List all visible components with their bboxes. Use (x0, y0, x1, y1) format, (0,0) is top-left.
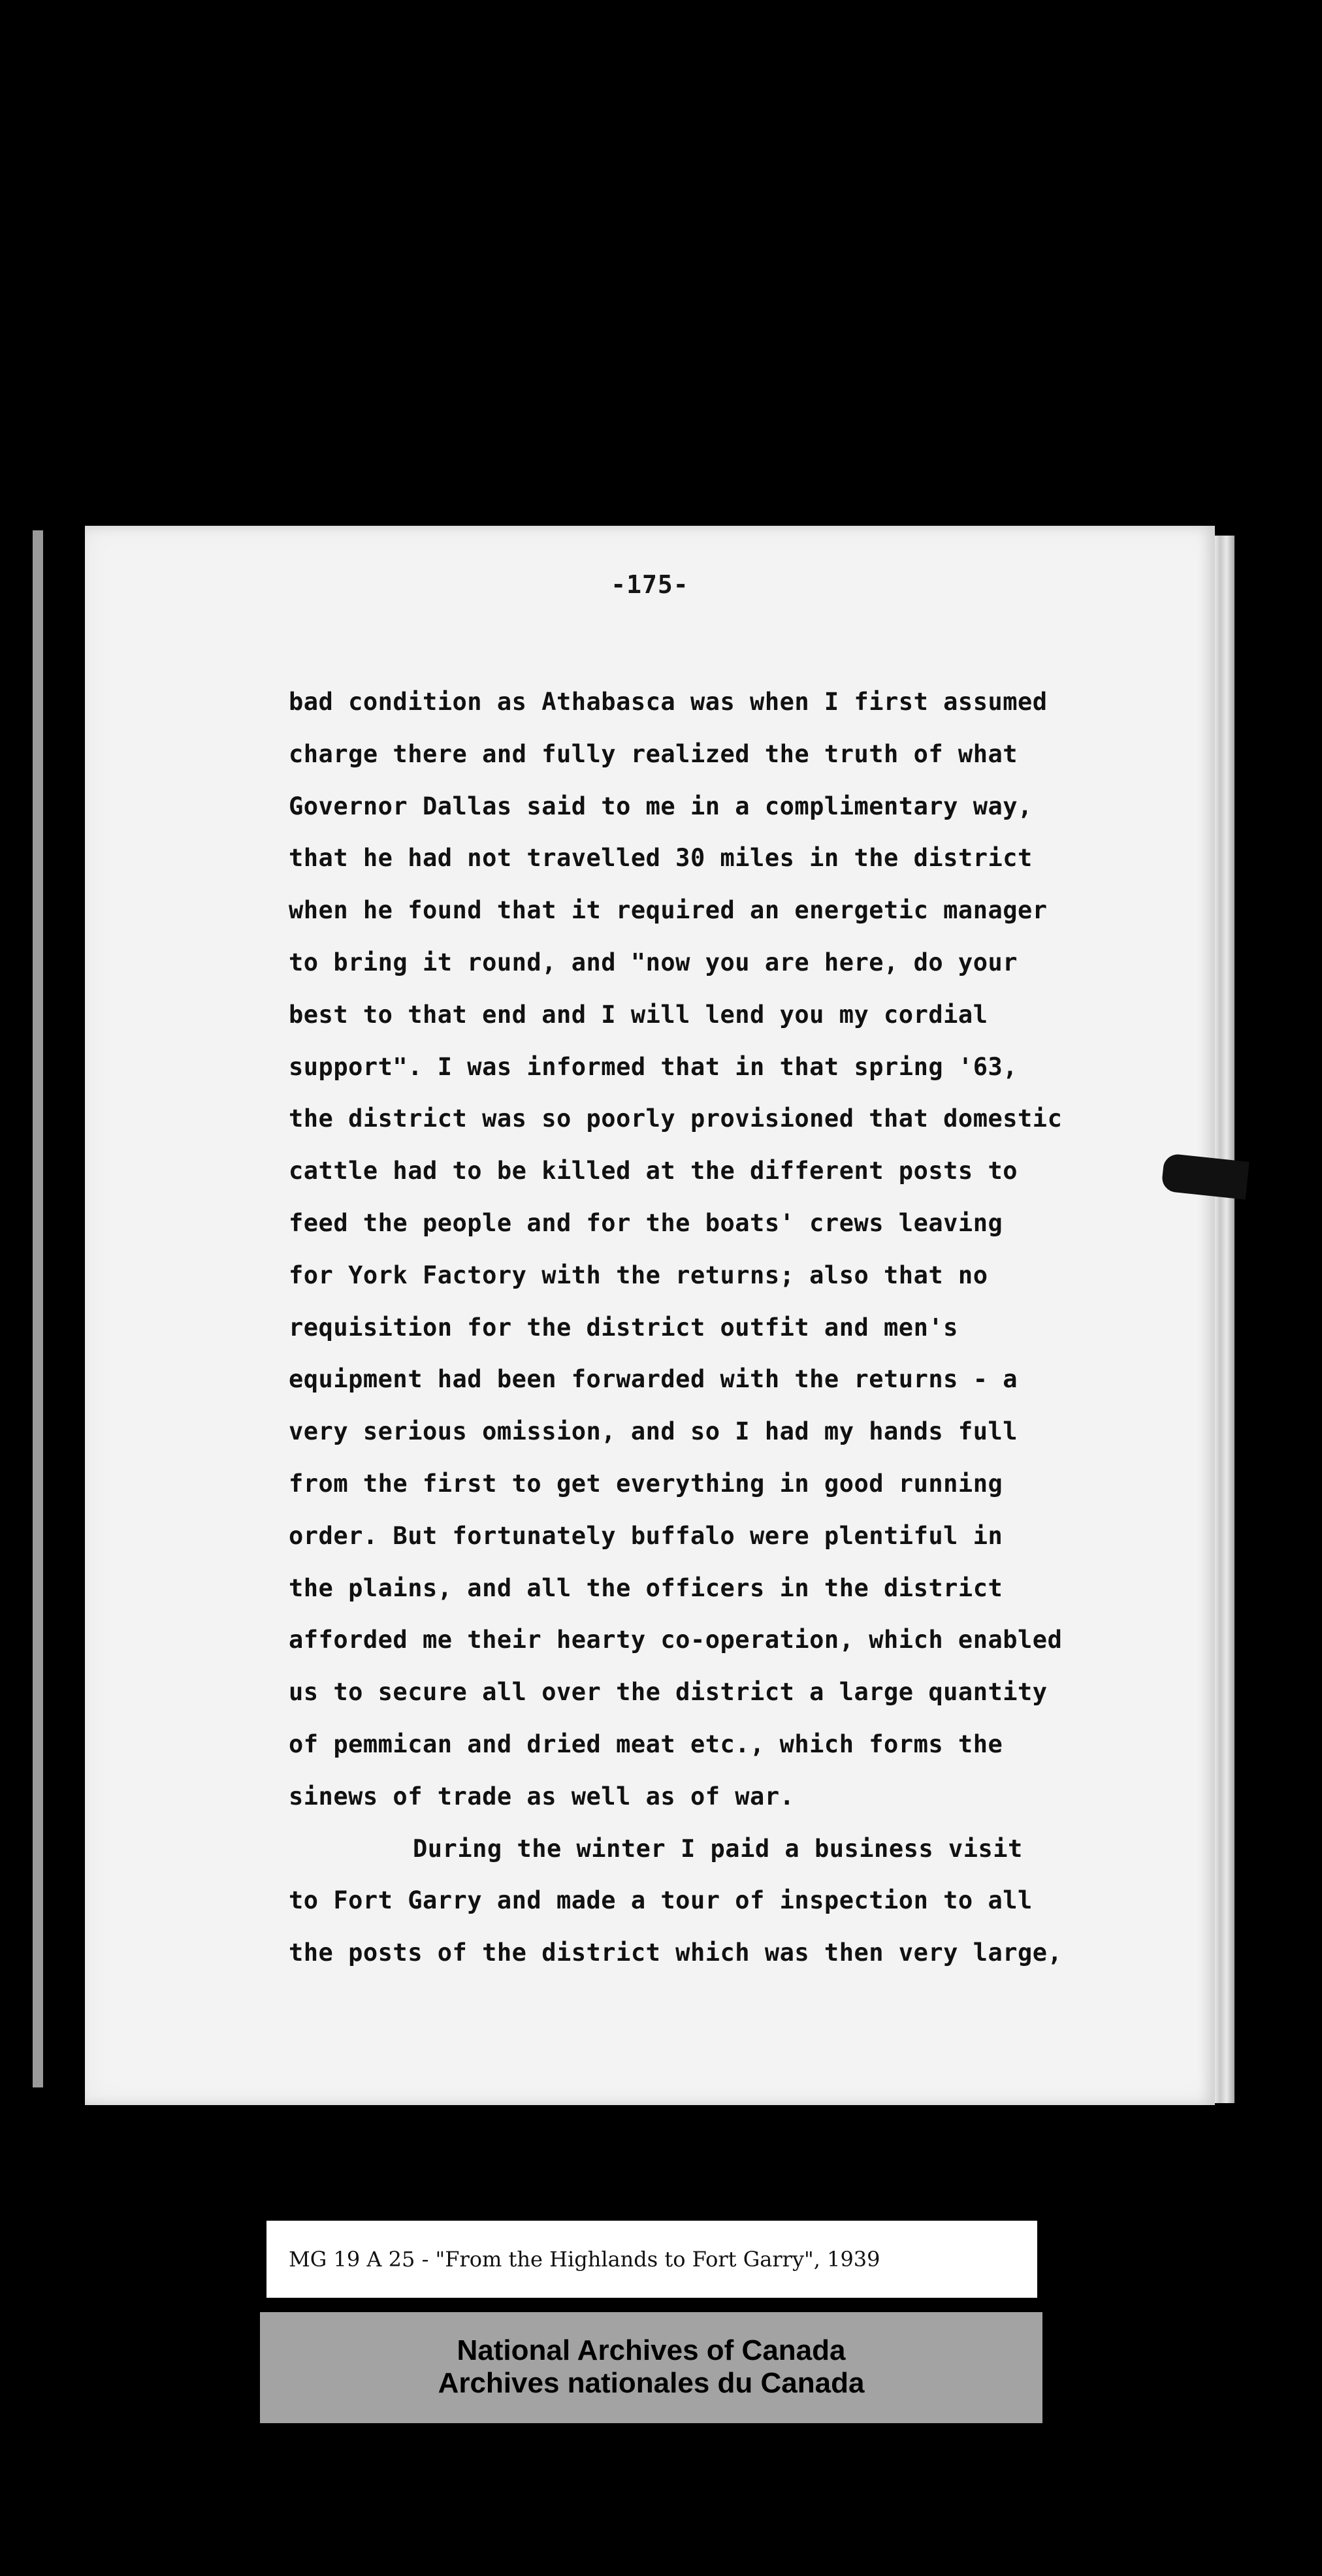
text-line: us to secure all over the district a large quantity (289, 1678, 1048, 1707)
text-line: Governor Dallas said to me in a complimentary way, (289, 792, 1033, 820)
page-number: -175- (611, 570, 689, 599)
text-line: of pemmican and dried meat etc., which forms the (289, 1730, 1003, 1758)
text-line-indented: During the winter I paid a business visit (413, 1834, 1023, 1863)
text-line: equipment had been forwarded with the returns - a (289, 1365, 1018, 1394)
text-line: the district was so poorly provisioned that domestic (289, 1104, 1063, 1133)
text-line: very serious omission, and so I had my hands full (289, 1417, 1018, 1446)
body-text (289, 676, 1203, 1979)
text-line: from the first to get everything in good running (289, 1469, 1003, 1498)
text-line: sinews of trade as well as of war. (289, 1782, 795, 1811)
text-line: to bring it round, and "now you are here, do your (289, 948, 1018, 976)
film-edge-strip (33, 530, 43, 2087)
text-line: charge there and fully realized the truth of what (289, 739, 1018, 768)
text-line: to Fort Garry and made a tour of inspection to all (289, 1886, 1033, 1915)
text-line: support". I was informed that in that spring '63, (289, 1052, 1018, 1081)
text-line: when he found that it required an energetic manager (289, 896, 1048, 925)
text-line: the plains, and all the officers in the district (289, 1573, 1003, 1602)
archive-stamp-line-en: National Archives of Canada (457, 2334, 846, 2366)
text-line: bad condition as Athabasca was when I first assumed (289, 688, 1048, 716)
archive-stamp (260, 2312, 1042, 2423)
text-line: afforded me their hearty co-operation, which enabled (289, 1626, 1063, 1654)
archive-stamp-line-fr: Archives nationales du Canada (438, 2367, 865, 2399)
document-page (85, 526, 1215, 2105)
text-line: for York Factory with the returns; also that no (289, 1261, 988, 1289)
microfilm-caption: MG 19 A 25 - "From the Highlands to Fort Garry", 1939 (266, 2221, 1037, 2298)
text-line: the posts of the district which was then very large, (289, 1939, 1063, 1967)
text-line: requisition for the district outfit and men's (289, 1313, 958, 1342)
text-line: that he had not travelled 30 miles in the district (289, 844, 1033, 873)
text-line: cattle had to be killed at the different posts to (289, 1157, 1018, 1185)
text-line: feed the people and for the boats' crews leaving (289, 1208, 1003, 1237)
text-line: best to that end and I will lend you my cordial (289, 1000, 988, 1029)
text-line: order. But fortunately buffalo were plentiful in (289, 1521, 1003, 1550)
